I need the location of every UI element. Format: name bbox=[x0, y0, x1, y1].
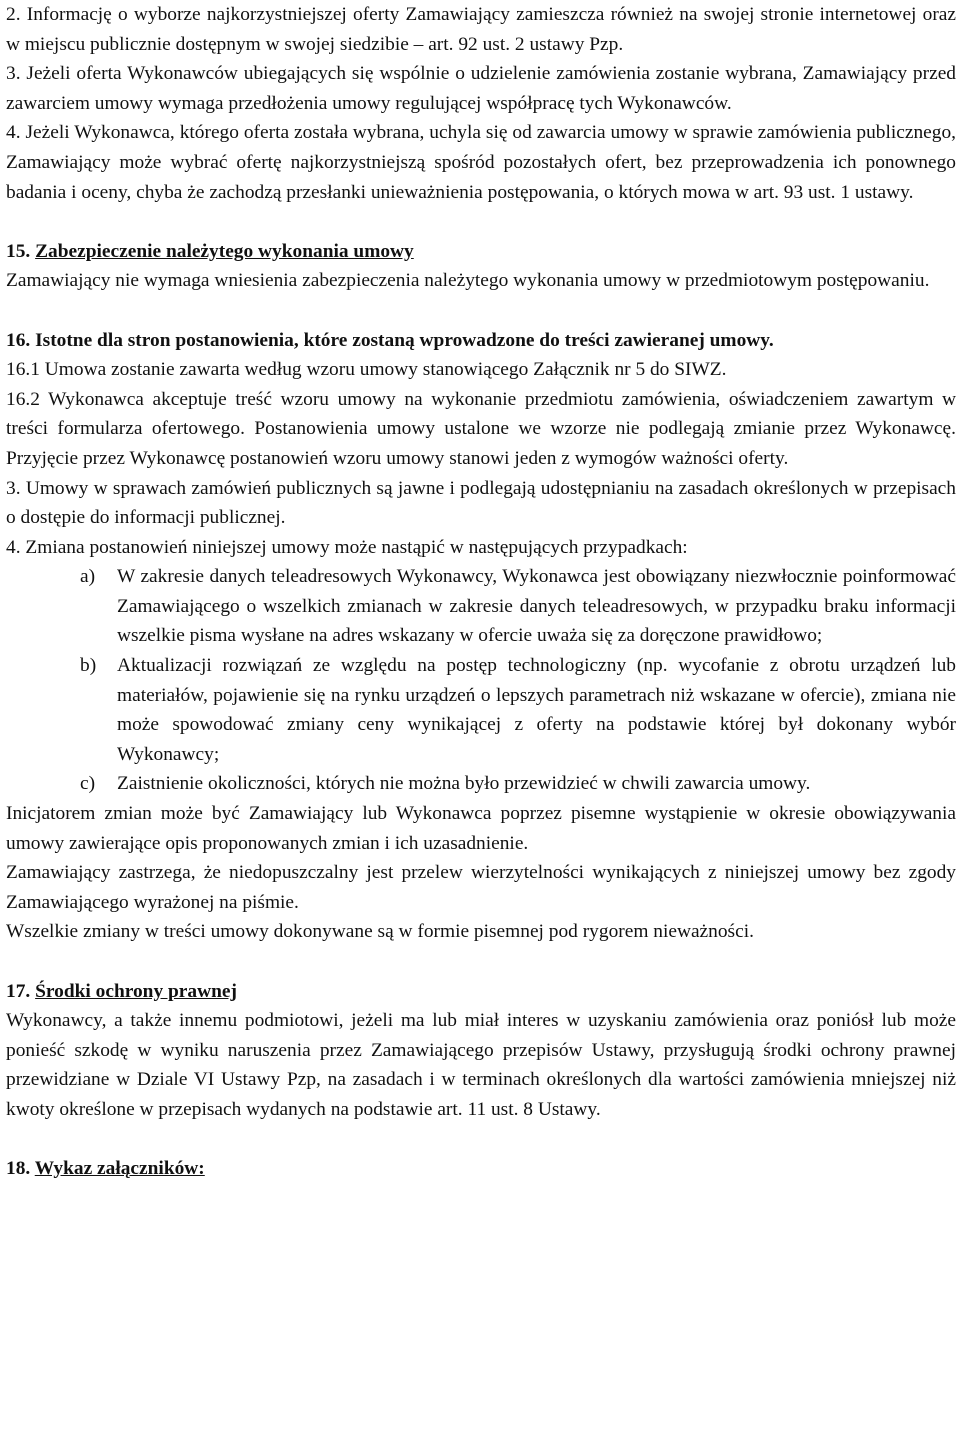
section-15-title: Zabezpieczenie należytego wykonania umowy bbox=[35, 240, 414, 262]
spacer bbox=[6, 947, 956, 977]
list-item-marker: a) bbox=[80, 566, 96, 588]
section-16-number: 16. bbox=[6, 329, 31, 351]
list-item-text: W zakresie danych teleadresowych Wykonawcy, Wykonawca jest obowiązany niezwłocznie poinformować Zamawiającego o wszelkich zmianach w zakresie danych teleadresowych, w przypadku braku informacji wszelkie pisma wysłane na adres wskazany w ofercie uważa się za doręczone prawidłowo; bbox=[117, 566, 956, 647]
section-18-number: 18. bbox=[6, 1158, 31, 1180]
section-15-number: 15. bbox=[6, 240, 31, 262]
paragraph-contractor-refusal: 4. Jeżeli Wykonawca, którego oferta została wybrana, uchyla się od zawarcia umowy w sprawie zamówienia publicznego, Zamawiający może wybrać ofertę najkorzystniejszą spośród pozostałych ofert, bez przeprowadzenia ich ponownego badania i oceny, chyba że zachodzą przesłanki unieważnienia postępowania, o których mowa w art. 93 ust. 1 ustawy. bbox=[6, 122, 956, 203]
paragraph-written-form: Wszelkie zmiany w treści umowy dokonywane są w formie pisemnej pod rygorem nieważności. bbox=[6, 921, 754, 943]
section-17-body: Wykonawcy, a także innemu podmiotowi, jeżeli ma lub miał interes w uzyskaniu zamówienia oraz poniósł lub może ponieść szkodę w wyniku naruszenia przez Zamawiającego przepisów Ustawy, przysługują środki ochrony prawnej przewidziane w Dziale VI Ustawy Pzp, na zasadach i w terminach określonych dla wartości zamówienia mniejszej niż kwoty określone w przepisach wydanych na podstawie art. 11 ust. 8 Ustawy. bbox=[6, 1010, 956, 1120]
list-item-text: Zaistnienie okoliczności, których nie można było przewidzieć w chwili zawarcia umowy. bbox=[117, 773, 811, 795]
section-15-body: Zamawiający nie wymaga wniesienia zabezpieczenia należytego wykonania umowy w przedmiotowym postępowaniu. bbox=[6, 270, 930, 292]
paragraph-assignment-clause: Zamawiający zastrzega, że niedopuszczalny jest przelew wierzytelności wynikających z niniejszej umowy bez zgody Zamawiającego wyrażonej na piśmie. bbox=[6, 862, 956, 913]
section-17-heading bbox=[6, 977, 956, 1007]
section-17-title: Środki ochrony prawnej bbox=[35, 980, 237, 1002]
amendment-cases-list bbox=[6, 562, 956, 799]
list-item bbox=[6, 651, 956, 769]
paragraph-16-1: 16.1 Umowa zostanie zawarta według wzoru umowy stanowiącego Załącznik nr 5 do SIWZ. bbox=[6, 359, 727, 381]
paragraph-16-4: 4. Zmiana postanowień niniejszej umowy może nastąpić w następujących przypadkach: bbox=[6, 536, 688, 558]
section-16-title: Istotne dla stron postanowienia, które zostaną wprowadzone do treści zawieranej umowy. bbox=[35, 329, 774, 351]
section-18-title: Wykaz załączników: bbox=[34, 1158, 205, 1180]
spacer bbox=[6, 296, 956, 326]
section-18-heading bbox=[6, 1154, 956, 1184]
list-item-marker: b) bbox=[80, 655, 97, 677]
section-15-heading bbox=[6, 237, 956, 267]
spacer bbox=[6, 207, 956, 237]
list-item bbox=[6, 769, 956, 799]
paragraph-joint-bidders: 3. Jeżeli oferta Wykonawców ubiegających się wspólnie o udzielenie zamówienia zostanie wybrana, Zamawiający przed zawarciem umowy wymaga przedłożenia umowy regulującej współpracę tych Wykonawców. bbox=[6, 63, 956, 114]
spacer bbox=[6, 1125, 956, 1155]
paragraph-change-initiator: Inicjatorem zmian może być Zamawiający lub Wykonawca poprzez pisemne wystąpienie w okresie obowiązywania umowy zawierające opis proponowanych zmian i ich uzasadnienie. bbox=[6, 803, 956, 854]
list-item bbox=[6, 562, 956, 651]
list-item-marker: c) bbox=[80, 773, 96, 795]
paragraph-16-2: 16.2 Wykonawca akceptuje treść wzoru umowy na wykonanie przedmiotu zamówienia, oświadczeniem zawartym w treści formularza ofertowego. Postanowienia umowy ustalone we wzorze nie podlegają zmianie przez Wykonawcę. Przyjęcie przez Wykonawcę postanowień wzoru umowy stanowi jeden z wymogów ważności oferty. bbox=[6, 388, 956, 469]
list-item-text: Aktualizacji rozwiązań ze względu na postęp technologiczny (np. wycofanie z obrotu urządzeń lub materiałów, pojawienie się na rynku urządzeń o lepszych parametrach niż wskazane w ofercie), zmiana nie może spowodować zmiany ceny wynikającej z oferty na podstawie której był dokonany wybór Wykonawcy; bbox=[117, 655, 956, 765]
paragraph-award-info: 2. Informację o wyborze najkorzystniejszej oferty Zamawiający zamieszcza również na swojej stronie internetowej oraz w miejscu publicznie dostępnym w swojej siedzibie – art. 92 ust. 2 ustawy Pzp. bbox=[6, 4, 956, 55]
section-16-heading bbox=[6, 326, 956, 356]
paragraph-16-3: 3. Umowy w sprawach zamówień publicznych są jawne i podlegają udostępnianiu na zasadach określonych w przepisach o dostępie do informacji publicznej. bbox=[6, 477, 956, 529]
section-17-number: 17. bbox=[6, 980, 31, 1002]
